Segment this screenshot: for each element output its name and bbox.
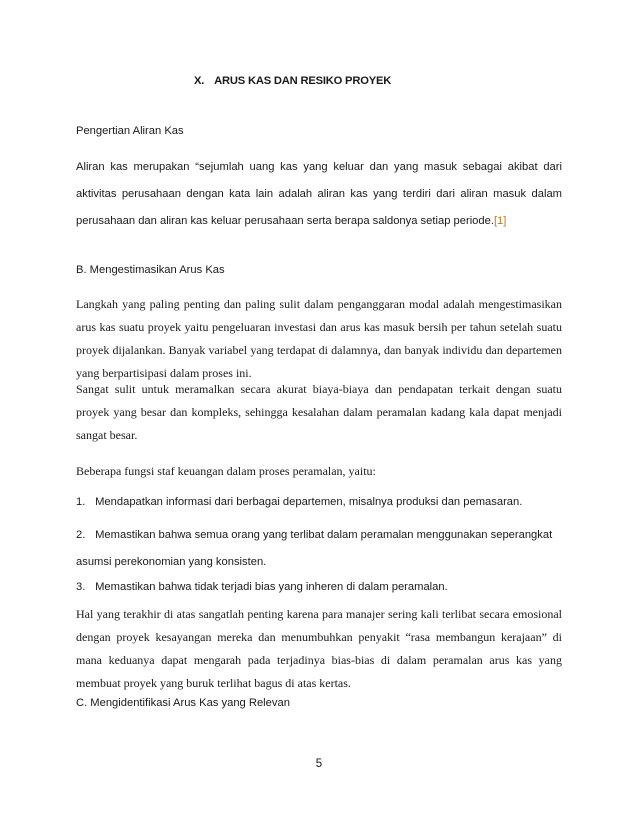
list-item-text: Memastikan bahwa semua orang yang terlibat dalam peramalan menggunakan seperangkat asumsi perekonomian yang konsisten. bbox=[76, 529, 553, 568]
cash-flow-heading: Pengertian Aliran Kas bbox=[76, 125, 184, 137]
list-item-number: 1. bbox=[76, 496, 86, 508]
estimating-heading: B. Mengestimasikan Arus Kas bbox=[76, 264, 225, 276]
list-item bbox=[76, 574, 562, 601]
list-item-text: Mendapatkan informasi dari berbagai departemen, misalnya produksi dan pemasaran. bbox=[95, 496, 523, 508]
citation-link[interactable]: [1] bbox=[493, 215, 507, 227]
estimating-paragraph-1: Langkah yang paling penting dan paling sulit dalam penganggaran modal adalah mengestimasikan arus kas suatu proyek yaitu pengeluaran investasi dan arus kas masuk bersih per tahun setelah suatu proyek dijalankan. Banyak variabel yang terdapat di dalamnya, dan banyak individu dan departemen yang berpartisipasi dalam proses ini. bbox=[76, 297, 562, 380]
functions-intro: Beberapa fungsi staf keuangan dalam proses peramalan, yaitu: bbox=[76, 464, 376, 478]
estimating-paragraph-2: Sangat sulit untuk meramalkan secara akurat biaya-biaya dan pendapatan terkait dengan suatu proyek yang besar dan kompleks, sehingga kesalahan dalam peramalan kadang kala dapat menjadi sangat besar. bbox=[76, 382, 562, 442]
section-title-text: ARUS KAS DAN RESIKO PROYEK bbox=[214, 75, 392, 87]
list-item-text: Memastikan bahwa tidak terjadi bias yang inheren di dalam peramalan. bbox=[95, 581, 448, 593]
list-item-number: 2. bbox=[76, 529, 86, 541]
section-title bbox=[194, 75, 391, 87]
list-item bbox=[76, 489, 562, 516]
list-item-number: 3. bbox=[76, 581, 86, 593]
list-item bbox=[76, 522, 562, 576]
functions-closing: Hal yang terakhir di atas sangatlah penting karena para manajer sering kali terlibat secara emosional dengan proyek kesayangan mereka dan menumbuhkan penyakit “rasa membangun kerajaan” di mana keduanya dapat mengarah pada terjadinya bias-bias di dalam peramalan arus kas yang membuat proyek yang buruk terlihat bagus di atas kertas. bbox=[76, 607, 562, 690]
relevant-heading: C. Mengidentifikasi Arus Kas yang Relevan bbox=[76, 697, 290, 709]
section-number: X. bbox=[194, 75, 205, 87]
page-number: 5 bbox=[315, 758, 323, 770]
cash-flow-paragraph bbox=[76, 154, 562, 235]
cash-flow-paragraph-text: Aliran kas merupakan “sejumlah uang kas yang keluar dan yang masuk sebagai akibat dari aktivitas perusahaan dengan kata lain adalah aliran kas yang terdiri dari aliran masuk dalam perusahaan dan aliran kas keluar perusahaan serta berapa saldonya setiap periode. bbox=[76, 161, 562, 227]
